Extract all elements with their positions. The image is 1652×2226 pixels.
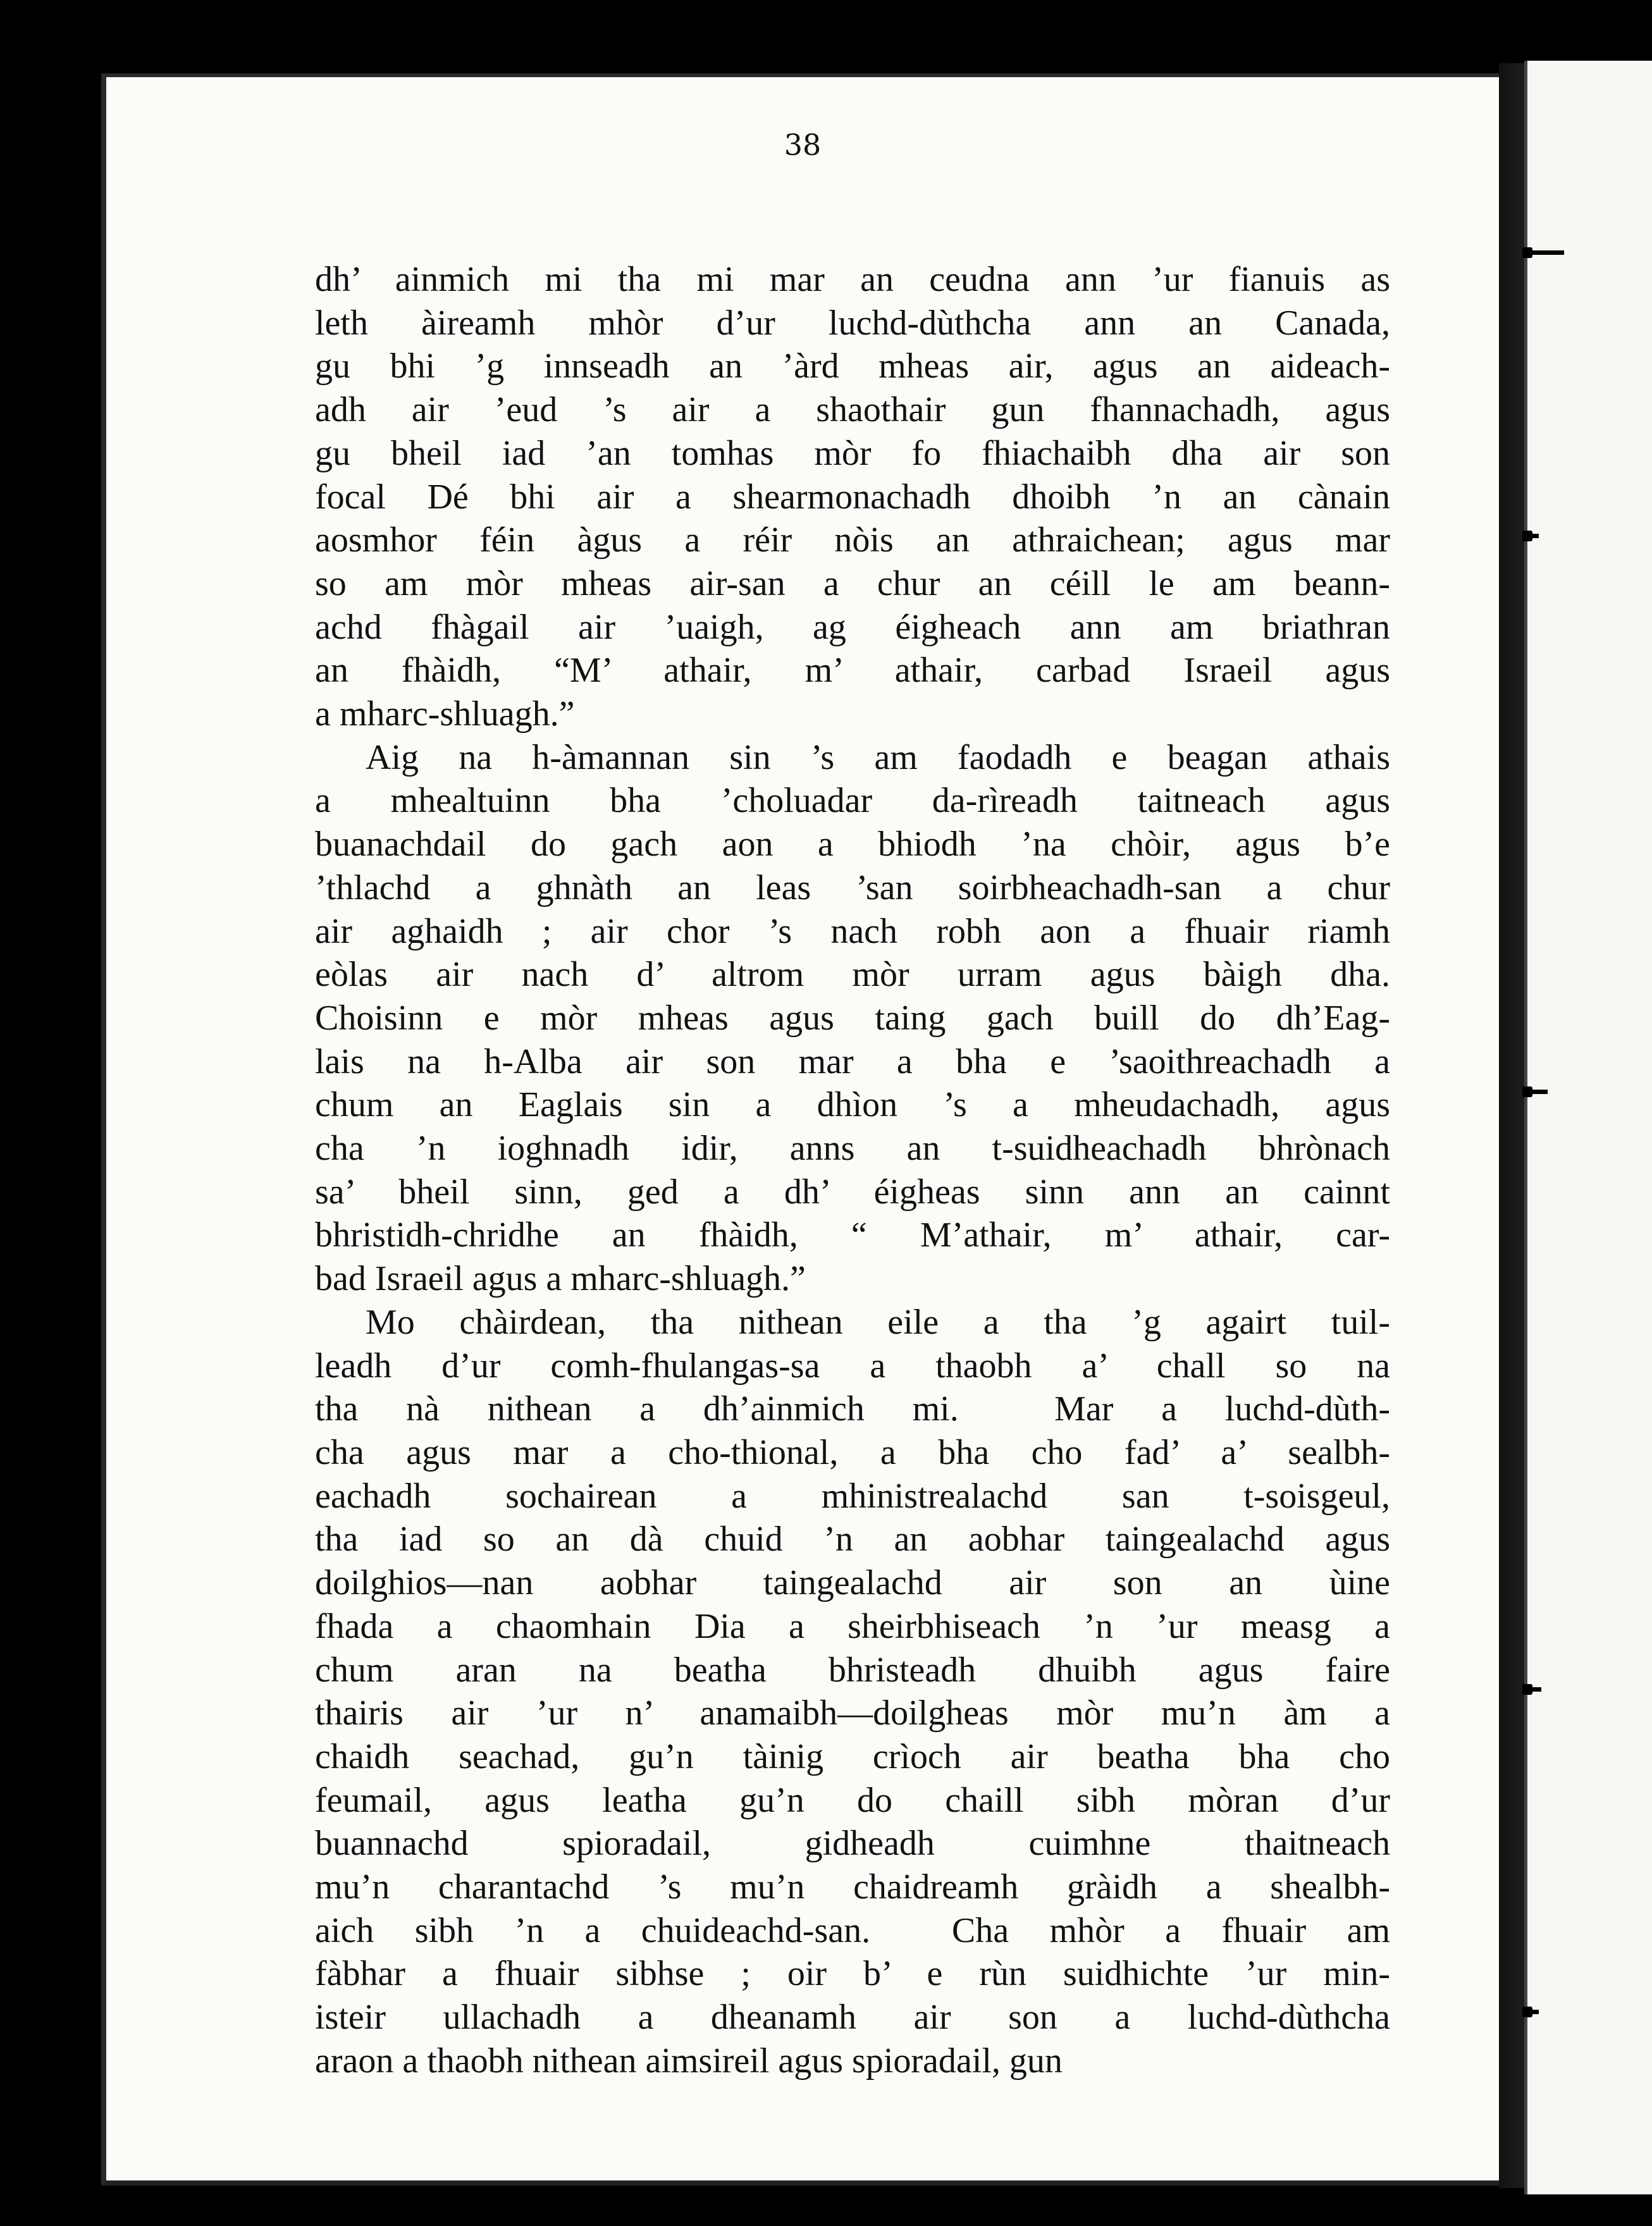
- margin-mark: [1527, 2010, 1539, 2014]
- text-line: ’thlachd a ghnàth an leas ’san soirbheachadh-san a chur: [315, 868, 1390, 907]
- text-line: tha iad so an dà chuid ’n an aobhar taingealachd agus: [315, 1520, 1390, 1559]
- adjacent-page: [1524, 61, 1652, 2194]
- text-line: a mhealtuinn bha ’choluadar da-rìreadh taitneach agus: [315, 781, 1390, 821]
- text-line: cha agus mar a cho-thional, a bha cho fad’ a’ sealbh-: [315, 1432, 1390, 1472]
- text-line: isteir ullachadh a dheanamh air son a luchd-dùthcha: [315, 1998, 1390, 2038]
- text-line: araon a thaobh nithean aimsireil agus spioradail, gun: [315, 2041, 1063, 2081]
- text-line: cha ’n ioghnadh idir, anns an t-suidheachadh bhrònach: [315, 1129, 1390, 1169]
- text-line: fàbhar a fhuair sibhse ; oir b’ e rùn suidhichte ’ur min-: [315, 1954, 1390, 1994]
- text-line: focal Dé bhi air a shearmonachadh dhoibh ’n an cànain: [315, 477, 1390, 517]
- text-line: fhada a chaomhain Dia a sheirbhiseach ’n ’ur measg a: [315, 1606, 1390, 1646]
- text-line: air aghaidh ; air chor ’s nach robh aon a fhuair riamh: [315, 911, 1390, 951]
- text-line: achd fhàgail air ’uaigh, ag éigheach ann am briathran: [315, 607, 1390, 647]
- text-line: bad Israeil agus a mharc-shluagh.”: [315, 1259, 806, 1299]
- paragraph: [315, 258, 1390, 736]
- text-line: chaidh seachad, gu’n tàinig crìoch air beatha bha cho: [315, 1737, 1390, 1776]
- text-line: dh’ ainmich mi tha mi mar an ceudna ann ’ur fianuis as: [315, 260, 1390, 299]
- text-line: aich sibh ’n a chuideachd-san. Cha mhòr a fhuair am: [315, 1910, 1390, 1950]
- text-line: leth àireamh mhòr d’ur luchd-dùthcha ann an Canada,: [315, 303, 1390, 343]
- text-line: buanachdail do gach aon a bhiodh ’na chòir, agus b’e: [315, 825, 1390, 864]
- page-edge-shadow: [1499, 63, 1524, 2188]
- text-line: Mo chàirdean, tha nithean eile a tha ’g agairt tuil-: [366, 1302, 1390, 1342]
- body-text: [315, 258, 1390, 2083]
- text-line: buannachd spioradail, gidheadh cuimhne thaitneach: [315, 1824, 1390, 1864]
- paragraph: [315, 736, 1390, 1301]
- margin-mark: [1527, 534, 1539, 538]
- text-line: tha nà nithean a dh’ainmich mi. Mar a luchd-dùth-: [315, 1389, 1390, 1429]
- text-line: feumail, agus leatha gu’n do chaill sibh mòran d’ur: [315, 1780, 1390, 1820]
- text-line: Aig na h-àmannan sin ’s am faodadh e beagan athais: [366, 737, 1390, 777]
- text-line: so am mòr mheas air-san a chur an céill le am beann-: [315, 563, 1390, 603]
- text-line: a mharc-shluagh.”: [315, 694, 575, 734]
- text-line: Choisinn e mòr mheas agus taing gach buill do dh’Eag-: [315, 998, 1390, 1038]
- page-number: 38: [784, 128, 822, 162]
- text-line: chum aran na beatha bhristeadh dhuibh agus faire: [315, 1650, 1390, 1690]
- text-line: doilghios—nan aobhar taingealachd air son an ùine: [315, 1563, 1390, 1603]
- book-page: [101, 73, 1499, 2186]
- margin-mark: [1527, 250, 1564, 255]
- text-line: gu bhi ’g innseadh an ’àrd mheas air, agus an aideach-: [315, 347, 1390, 386]
- text-line: leadh d’ur comh-fhulangas-sa a thaobh a’ chall so na: [315, 1346, 1390, 1386]
- margin-mark: [1527, 1090, 1548, 1094]
- text-line: thairis air ’ur n’ anamaibh—doilgheas mòr mu’n àm a: [315, 1694, 1390, 1733]
- text-line: eachadh sochairean a mhinistrealachd san t-soisgeul,: [315, 1476, 1390, 1516]
- text-line: bhristidh-chridhe an fhàidh, “ M’athair, m’ athair, car-: [315, 1215, 1390, 1255]
- text-line: chum an Eaglais sin a dhìon ’s a mheudachadh, agus: [315, 1085, 1390, 1125]
- text-line: adh air ’eud ’s air a shaothair gun fhannachadh, agus: [315, 390, 1390, 430]
- text-line: eòlas air nach d’ altrom mòr urram agus bàigh dha.: [315, 955, 1390, 995]
- text-line: sa’ bheil sinn, ged a dh’ éigheas sinn ann an cainnt: [315, 1172, 1390, 1212]
- text-line: gu bheil iad ’an tomhas mòr fo fhiachaibh dha air son: [315, 433, 1390, 473]
- paragraph: [315, 1301, 1390, 2083]
- margin-mark: [1527, 1687, 1541, 1692]
- text-line: mu’n charantachd ’s mu’n chaidreamh gràidh a shealbh-: [315, 1867, 1390, 1907]
- text-line: aosmhor féin àgus a réir nòis an athraichean; agus mar: [315, 520, 1390, 560]
- text-line: an fhàidh, “M’ athair, m’ athair, carbad Israeil agus: [315, 651, 1390, 691]
- text-line: lais na h-Alba air son mar a bha e ’saoithreachadh a: [315, 1042, 1390, 1081]
